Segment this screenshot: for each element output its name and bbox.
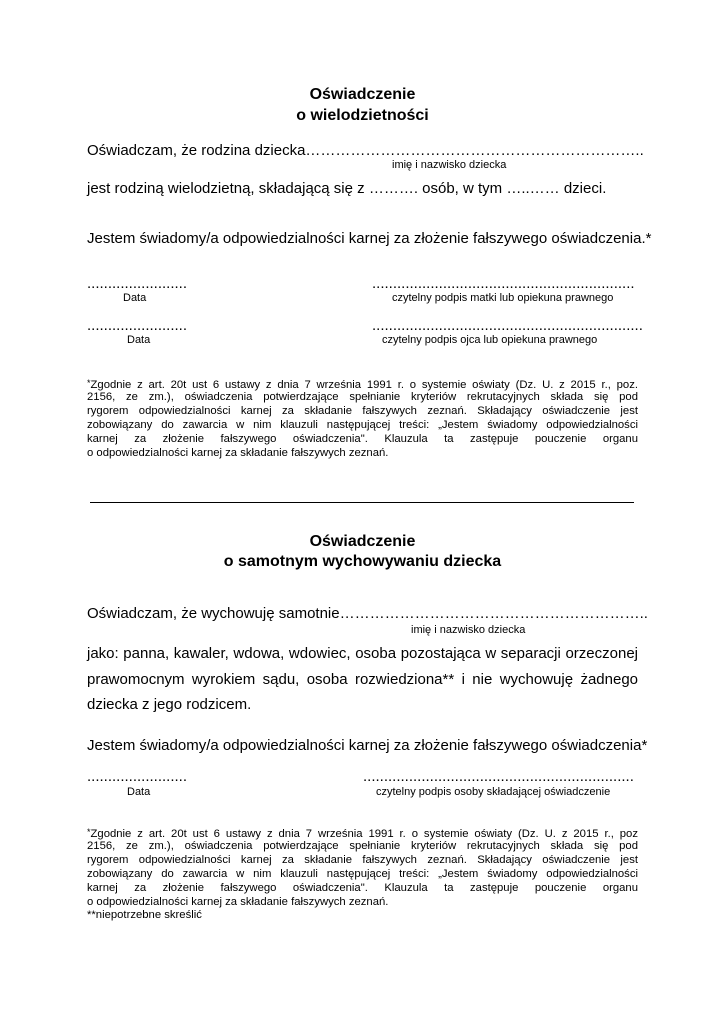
section-divider [90,502,634,503]
section2-title-line1: Oświadczenie [309,533,416,550]
section2-status-line-2: prawomocnym wyrokiem sądu, osoba rozwiedziona** i nie wychowuję żadnego [87,671,638,688]
section1-date-field-2: ........................ [87,317,188,334]
footnote-marker: * [87,827,91,837]
section1-title-line2: o wielodzietności [296,107,429,124]
section2-date-caption: Data [127,786,151,798]
section2-date-field: ........................ [87,768,188,785]
section1-father-signature-caption: czytelny podpis ojca lub opiekuna prawnego [382,334,598,346]
section1-child-name-line: Oświadczam, że rodzina dziecka………………………………………………………….. [87,142,644,159]
section1-date-caption-1: Data [123,292,147,304]
section2-liability-statement: Jestem świadomy/a odpowiedzialności karnej za złożenie fałszywego oświadczenia* [87,737,648,754]
footnote-marker: * [87,378,91,388]
section2-footnote-note: **niepotrzebne skreślić [87,909,202,921]
section2-footnote-line-5: karnej za złożenie fałszywego oświadczenia". Klauzula ta zastępuje pouczenie organu [87,882,638,894]
section1-title-line1: Oświadczenie [309,86,416,103]
section2-signature-field: ................................................................. [363,768,634,785]
section1-mother-signature-caption: czytelny podpis matki lub opiekuna prawnego [392,292,614,304]
section1-liability-statement: Jestem świadomy/a odpowiedzialności karnej za złożenie fałszywego oświadczenia.* [87,230,652,247]
section2-footnote-line-2: 2156, ze zm.), oświadczenia potwierdzające spełnianie kryteriów rekrutacyjnych składa się pod [87,840,638,852]
section1-footnote-line-1: *Zgodnie z art. 20t ust 6 ustawy z dnia 7 września 1991 r. o systemie oświaty (Dz. U. z 2015 r., poz. [87,378,638,391]
section2-title-line2: o samotnym wychowywaniu dziecka [223,553,502,570]
section1-footnote-line-4: zobowiązany do zawarcia w nim klauzuli następującej treści: „Jestem świadomy odpowiedzialności [87,419,638,431]
section2-child-name-caption: imię i nazwisko dziecka [411,624,526,636]
section1-footnote-line-5: karnej za złożenie fałszywego oświadczenia". Klauzula ta zastępuje pouczenie organu [87,433,638,445]
section1-footnote-line-3: rygorem odpowiedzialności karnej za składanie fałszywych zeznań. Składający oświadczenie jest [87,405,638,417]
section2-signature-caption: czytelny podpis osoby składającej oświadczenie [376,786,611,798]
section1-date-caption-2: Data [127,334,151,346]
section1-child-name-caption: imię i nazwisko dziecka [392,159,507,171]
section1-family-size-line: jest rodziną wielodzietną, składającą się z ………. osób, w tym …..…… dzieci. [87,180,607,197]
section2-status-line-3: dziecka z jego rodzicem. [87,696,252,713]
section1-date-field-1: ........................ [87,275,188,292]
section2-child-name-line: Oświadczam, że wychowuję samotnie…………………………………………………….. [87,605,648,622]
section1-footnote-line-2: 2156, ze zm.), oświadczenia potwierdzające spełnianie kryteriów rekrutacyjnych składa się pod [87,391,638,403]
section2-footnote-line-1: *Zgodnie z art. 20t ust 6 ustawy z dnia 7 września 1991 r. o systemie oświaty (Dz. U. z 2015 r., poz [87,827,638,840]
section2-footnote-line-3: rygorem odpowiedzialności karnej za składanie fałszywych zeznań. Składający oświadczenie jest [87,854,638,866]
section2-status-line-1: jako: panna, kawaler, wdowa, wdowiec, osoba pozostająca w separacji orzeczonej [87,645,638,662]
section1-footnote-line-6: o odpowiedzialności karnej za składanie fałszywych zeznań. [87,447,389,459]
section2-footnote-line-6: o odpowiedzialności karnej za składanie fałszywych zeznań. [87,896,389,908]
section1-father-signature-field: ................................................................. [372,317,643,334]
section2-footnote-line-4: zobowiązany do zawarcia w nim klauzuli następującej treści: „Jestem świadomy odpowiedzialności [87,868,638,880]
section1-mother-signature-field: ............................................................... [372,275,635,292]
